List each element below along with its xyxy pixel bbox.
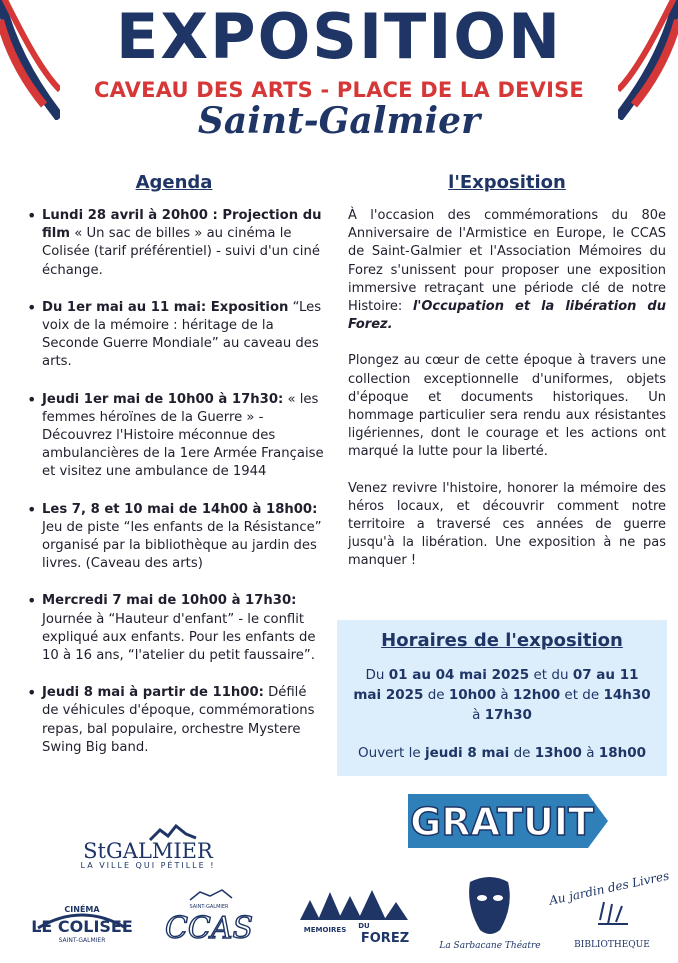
- venue-subtitle: CAVEAU DES ARTS - PLACE DE LA DEVISE: [94, 78, 584, 102]
- le-colisee-logo: [31, 903, 133, 944]
- exposition-column: [348, 172, 666, 589]
- memoires-du-forez-logo: [300, 890, 409, 946]
- svg-text:LA VILLE QUI PÉTILLE !: LA VILLE QUI PÉTILLE !: [80, 861, 216, 870]
- svg-text:La Sarbacane Théatre: La Sarbacane Théatre: [439, 941, 541, 951]
- svg-text:DU: DU: [358, 922, 370, 930]
- svg-text:CCAS: CCAS: [164, 911, 254, 946]
- agenda-item: • Du 1er mai au 11 mai: Exposition “Les voix de la mémoire : héritage de la Seconde Guerre Mondiale” au caveau des arts.: [24, 299, 324, 372]
- hours-dates: Du 01 au 04 mai 2025 et du 07 au 11 mai 2025 de 10h00 à 12h00 et de 14h30 à 17h30: [353, 667, 651, 723]
- hours-box: [337, 620, 667, 776]
- agenda-heading: Agenda: [135, 172, 213, 193]
- svg-text:SAINT-GALMIER: SAINT-GALMIER: [189, 904, 229, 910]
- agenda-column: [24, 172, 324, 776]
- agenda-item: • Jeudi 1er mai de 10h00 à 17h30: « les femmes héroïnes de la Guerre » - Découvrez l'Histoire méconnue des ambulancières de la 1ere Armée Française et visitez une ambulance de 1944: [24, 391, 324, 482]
- gratuit-label: GRATUIT: [410, 800, 594, 844]
- agenda-item: • Mercredi 7 mai de 10h00 à 17h30: Journée à “Hauteur d'enfant” - le conflit expliqué aux enfants. Pour les enfants de 10 à 16 ans, “l'atelier du petit faussaire”.: [24, 592, 324, 665]
- svg-text:StGALMIER: StGALMIER: [83, 839, 213, 863]
- svg-text:FOREZ: FOREZ: [360, 931, 410, 946]
- page-title: EXPOSITION: [116, 0, 562, 73]
- hours-title: Horaires de l'exposition: [381, 630, 623, 651]
- ccas-logo: [165, 890, 253, 946]
- agenda-item: • Lundi 28 avril à 20h00 : Projection du film « Un sac de billes » au cinéma le Colisée (tarif préférentiel) - suivi d'un ciné échange.: [24, 207, 324, 280]
- exposition-heading: l'Exposition: [448, 172, 566, 193]
- exposition-invitation: Venez revivre l'histoire, honorer la mémoire des héros locaux, et découvrir comment notre territoire a traversé ces années de guerre jusqu'à la libération. Une exposition à ne pas manquer !: [348, 480, 666, 569]
- svg-text:BIBLIOTHEQUE: BIBLIOTHEQUE: [574, 940, 650, 950]
- svg-text:CINÉMA: CINÉMA: [64, 905, 100, 914]
- svg-text:MEMOIRES: MEMOIRES: [303, 926, 347, 934]
- agenda-item: • Jeudi 8 mai à partir de 11h00: Défilé de véhicules d'époque, commémorations repas, bal populaire, orchestre Mystere Swing Big band.: [24, 684, 324, 757]
- svg-text:SAINT-GALMIER: SAINT-GALMIER: [58, 937, 106, 944]
- saint-galmier-logo: [81, 826, 216, 870]
- agenda-item: • Les 7, 8 et 10 mai de 14h00 à 18h00: Jeu de piste “les enfants de la Résistance” organisé par la bibliothèque au jardin des livres. (Caveau des arts): [24, 501, 324, 574]
- exposition-intro: À l'occasion des commémorations du 80e Anniversaire de l'Armistice en Europe, le CCAS de Saint-Galmier et l'Association Mémoires du Forez s'unissent pour proposer une exposition immersive retraçant une période clé de notre Histoire: l'Occupation et la libération du Forez.: [348, 208, 666, 333]
- exposition-description: Plongez au cœur de cette époque à travers une collection exceptionnelle d'uniformes, objets d'époque et documents historiques. Un hommage particulier sera rendu aux résistantes ligériennes, dont le courage et les actions ont marqué la lutte pour la liberté.: [348, 353, 666, 460]
- svg-text:Au jardin des Livres: Au jardin des Livres: [547, 868, 671, 908]
- agenda-list: [24, 207, 324, 757]
- svg-text:LE COLISEE: LE COLISEE: [31, 917, 133, 936]
- partner-logos: [0, 820, 678, 963]
- hours-special: Ouvert le jeudi 8 mai de 13h00 à 18h00: [358, 745, 646, 761]
- au-jardin-des-livres-logo: [547, 869, 670, 950]
- town-name: Saint-Galmier: [197, 100, 481, 142]
- la-sarbacane-logo: [438, 877, 540, 951]
